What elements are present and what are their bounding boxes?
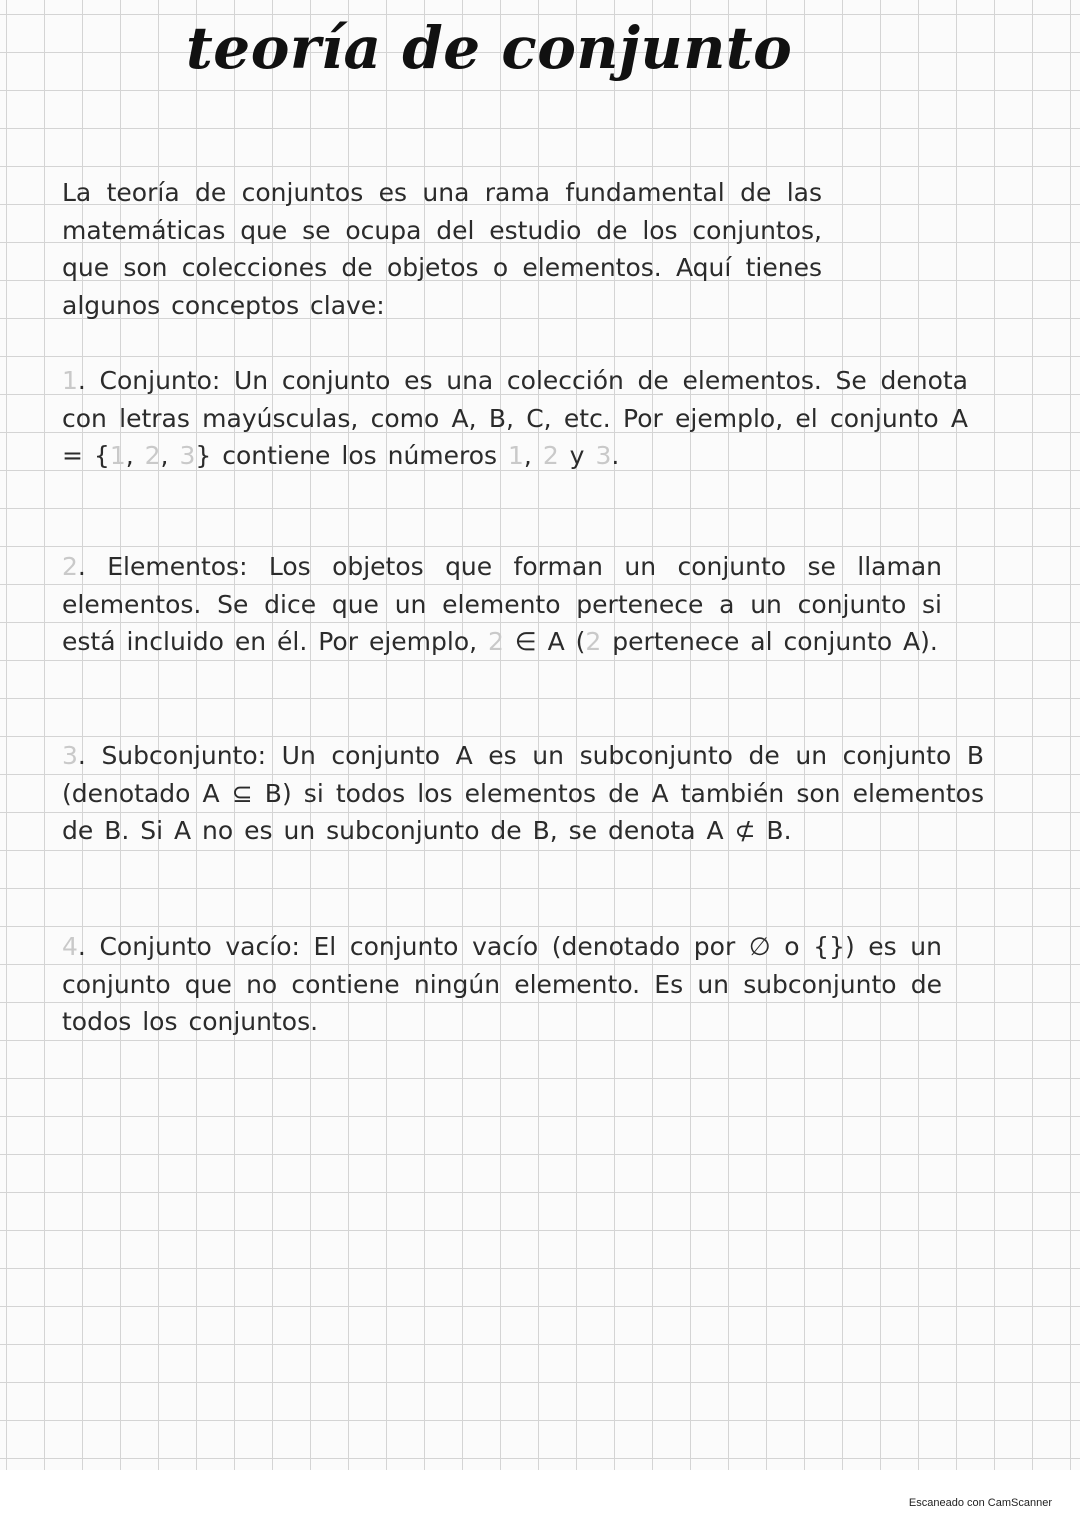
concept-subconjunto [62,737,984,850]
set-digit: 2 [144,441,161,470]
item-number: 3 [62,741,78,770]
separator: y [558,441,596,470]
item-text: } contiene los números [195,441,509,470]
concept-elementos [62,548,942,661]
page-title: teoría de conjunto [186,14,793,82]
concept-conjunto [62,362,968,475]
concept-conjunto-vacio [62,928,942,1041]
item-text-end: . [611,441,620,470]
item-number: 1 [62,366,78,395]
example-digit: 2 [585,627,602,656]
item-text: . Conjunto vacío: El conjunto vacío (denotado por ∅ o {}) es un conjunto que no contiene ningún elemento. Es un subconjunto de todos los conjuntos. [62,932,942,1036]
number-digit: 3 [595,441,612,470]
item-text: . Conjunto: Un conjunto es una colección de elementos. Se denota con letras mayúsculas, como A, B, C, etc. Por ejemplo, el conjunto A = { [62,366,968,470]
item-text: . Elementos: Los objetos que forman un conjunto se llaman elementos. Se dice que un elemento pertenece a un conjunto si está incluido en él. Por ejemplo, [62,552,942,656]
item-number: 4 [62,932,78,961]
separator: , [125,441,145,470]
scanner-watermark: Escaneado con CamScanner [908,1497,1052,1509]
set-digit: 1 [109,441,126,470]
separator: , [160,441,180,470]
item-number: 2 [62,552,78,581]
number-digit: 1 [508,441,524,470]
separator: , [523,441,543,470]
item-text: pertenece al conjunto A). [601,627,938,656]
item-text: ∈ A ( [503,627,586,656]
example-digit: 2 [488,627,504,656]
number-digit: 2 [542,441,559,470]
intro-paragraph: La teoría de conjuntos es una rama fundamental de las matemáticas que se ocupa del estudio de los conjuntos, que son colecciones de objetos o elementos. Aquí tienes algunos conceptos clave: [62,178,822,320]
set-digit: 3 [179,441,196,470]
item-text: . Subconjunto: Un conjunto A es un subconjunto de un conjunto B (denotado A ⊆ B) si todos los elementos de A también son elementos de B. Si A no es un subconjunto de B, se denota A ⊄ B. [62,741,984,845]
